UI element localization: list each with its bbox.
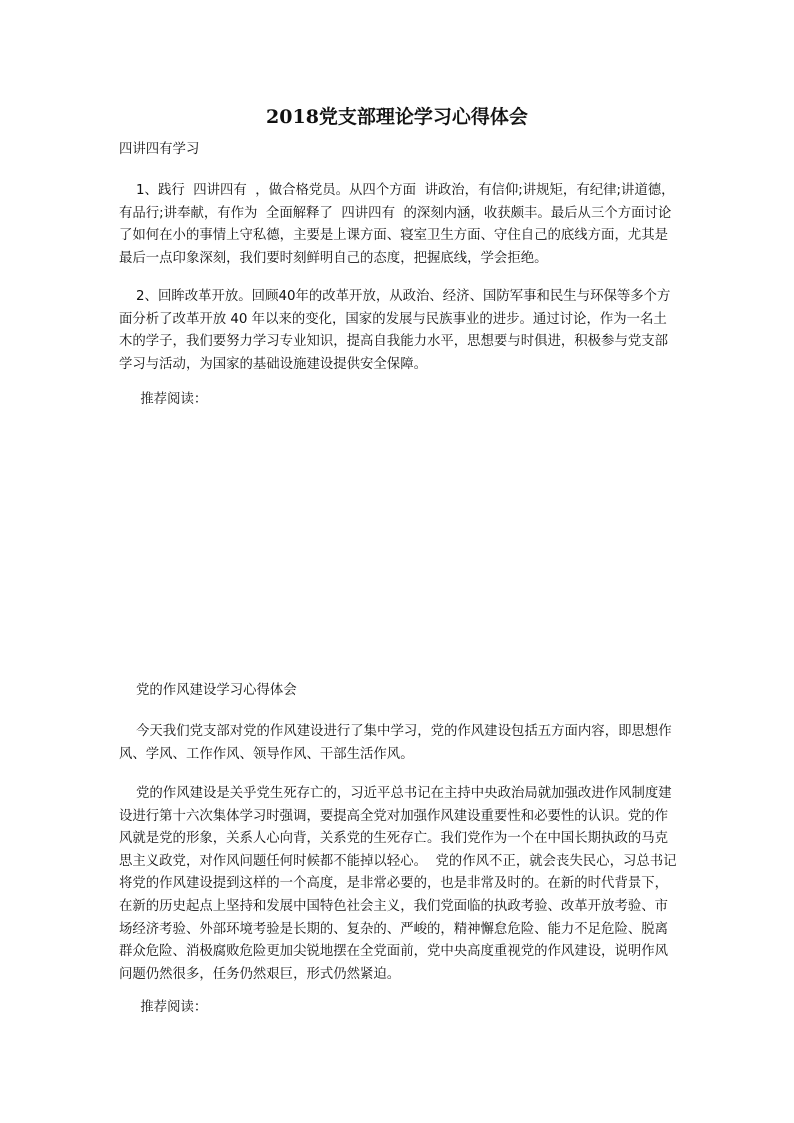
section1-subtitle: 四讲四有学习 — [119, 142, 200, 157]
document-title: 2018党支部理论学习心得体会 — [266, 106, 528, 128]
section2-recommended-reading: 推荐阅读： — [119, 1000, 208, 1015]
section1-recommended-reading: 推荐阅读： — [119, 392, 208, 407]
section2-subtitle: 党的作风建设学习心得体会 — [119, 683, 297, 698]
section2-paragraph-1: 今天我们党支部对党的作风建设进行了集中学习，党的作风建设包括五方面内容，即思想作风、学风、工作作风、领导作风、干部生活作风。 — [119, 724, 672, 762]
section1-paragraph-1: 1、践行 四讲四有 ，做合格党员。从四个方面 讲政治，有信仰;讲规矩，有纪律;讲道德，有品行;讲奉献，有作为 全面解释了 四讲四有 的深刻内涵，收获颇丰。最后从三个方面讨论了如何在小的事情上守私德，主要是上课方面、寝室卫生方面、守住自己的底线方面，尤其是最后一点印象深刻，我们要时刻鲜明自己的态度，把握底线，学会拒绝。 — [119, 183, 675, 266]
section1-paragraph-2: 2、回眸改革开放。回顾40年的改革开放，从政治、经济、国防军事和民生与环保等多个方面分析了改革开放 40 年以来的变化，国家的发展与民族事业的进步。通过讨论，作为一名土木的学子，我们要努力学习专业知识，提高自我能力水平，思想要与时俱进，积极参与党支部学习与活动，为国家的基础设施建设提供安全保障。 — [119, 289, 671, 372]
section2-paragraph-2: 党的作风建设是关乎党生死存亡的，习近平总书记在主持中央政治局就加强改进作风制度建设进行第十六次集体学习时强调，要提高全党对加强作风建设重要性和必要性的认识。党的作风就是党的形象，关系人心向背，关系党的生死存亡。我们党作为一个在中国长期执政的马克思主义政党，对作风问题任何时候都不能掉以轻心。 党的作风不正，就会丧失民心，习总书记将党的作风建设提到这样的一个高度，是非常必要的，也是非常及时的。在新的时代背景下，在新的历史起点上坚持和发展中国特色社会主义，我们党面临的执政考验、改革开放考验、市场经济考验、外部环境考验是长期的、复杂的、严峻的，精神懈怠危险、能力不足危险、脱离群众危险、消极腐败危险更加尖锐地摆在全党面前，党中央高度重视党的作风建设，说明作风问题仍然很多，任务仍然艰巨，形式仍然紧迫。 — [119, 786, 677, 982]
